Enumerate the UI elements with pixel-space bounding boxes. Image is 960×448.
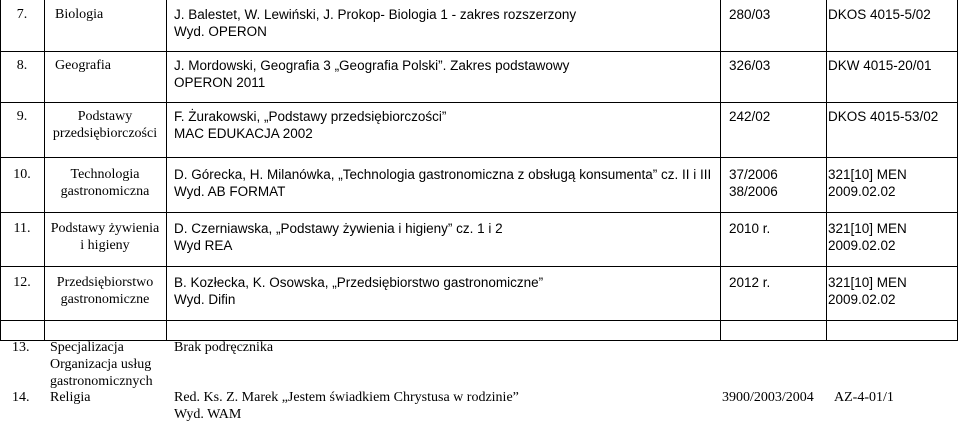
approval-code: AZ-4-01/1 [834, 390, 894, 405]
approval-number: 326/03 [729, 58, 771, 73]
approval-number: 2012 r. [729, 275, 771, 290]
publisher-line: Wyd REA [174, 238, 233, 253]
table-row-divider [0, 340, 958, 341]
table-row-divider [0, 320, 958, 321]
approval-code: 321[10] MEN [828, 167, 907, 182]
textbook-line: F. Żurakowski, „Podstawy przedsiębiorczości” [174, 109, 447, 124]
row-number: 9. [16, 109, 28, 124]
publisher-line: Wyd. OPERON [174, 24, 267, 39]
subject-cell: Religia [50, 390, 91, 405]
subject-cell: gastronomiczna [60, 184, 150, 199]
approval-number: 37/2006 [729, 167, 778, 182]
approval-code: DKOS 4015-53/02 [828, 109, 939, 124]
approval-date: 2009.02.02 [828, 238, 896, 253]
approval-code: DKOS 4015-5/02 [828, 7, 931, 22]
row-number: 13. [12, 340, 30, 355]
subject-cell: gastronomicznych [50, 374, 153, 389]
approval-code: 321[10] MEN [828, 221, 907, 236]
subject-cell: przedsiębiorczości [52, 126, 158, 141]
publisher-line: MAC EDUKACJA 2002 [174, 126, 313, 141]
textbook-line: Red. Ks. Z. Marek „Jestem świadkiem Chrystusa w rodzinie” [174, 390, 519, 405]
subject-cell: Technologia [70, 167, 140, 182]
row-number: 11. [13, 221, 31, 236]
approval-code: DKW 4015-20/01 [828, 58, 932, 73]
row-number: 7. [16, 7, 28, 22]
textbook-line: J. Balestet, W. Lewiński, J. Prokop- Biologia 1 - zakres rozszerzony [174, 7, 577, 22]
table-row-divider [0, 157, 958, 158]
row-number: 8. [16, 58, 28, 73]
textbook-line: D. Górecka, H. Milanówka, „Technologia gastronomiczna z obsługą konsumenta” cz. II i III [174, 167, 712, 182]
subject-cell: gastronomiczne [60, 292, 150, 307]
table-row-divider [0, 266, 958, 267]
approval-code: 321[10] MEN [828, 275, 907, 290]
approval-date: 2009.02.02 [828, 184, 896, 199]
publisher-line: Wyd. Difin [174, 292, 236, 307]
approval-date: 2009.02.02 [828, 292, 896, 307]
approval-number: 38/2006 [729, 184, 778, 199]
subject-cell: Organizacja usług [50, 357, 152, 372]
textbook-line: B. Kozłecka, K. Osowska, „Przedsiębiorstwo gastronomiczne” [174, 275, 544, 290]
approval-number: 280/03 [729, 7, 771, 22]
approval-number: 2010 r. [729, 221, 771, 236]
publisher-line: Wyd. WAM [174, 407, 242, 422]
table-row-divider [0, 212, 958, 213]
subject-cell: Przedsiębiorstwo [56, 275, 154, 290]
subject-cell: i higieny [80, 238, 130, 253]
subject-cell: Geografia [55, 58, 111, 73]
row-number: 14. [12, 390, 30, 405]
publisher-line: Wyd. AB FORMAT [174, 184, 286, 199]
textbook-line: D. Czerniawska, „Podstawy żywienia i higieny” cz. 1 i 2 [174, 221, 503, 236]
row-number: 10. [13, 167, 31, 182]
subject-cell: Podstawy żywienia [50, 221, 160, 236]
approval-number: 3900/2003/2004 [722, 390, 814, 405]
textbook-line: Brak podręcznika [174, 340, 274, 355]
table-row-divider [0, 51, 958, 52]
table-row-divider [0, 102, 958, 103]
subject-cell: Podstawy [77, 109, 133, 124]
subject-cell: Specjalizacja [50, 340, 124, 355]
publisher-line: OPERON 2011 [174, 75, 266, 90]
approval-number: 242/02 [729, 109, 771, 124]
subject-cell: Biologia [55, 7, 104, 22]
textbook-line: J. Mordowski, Geografia 3 „Geografia Polski”. Zakres podstawowy [174, 58, 570, 73]
row-number: 12. [13, 275, 31, 290]
